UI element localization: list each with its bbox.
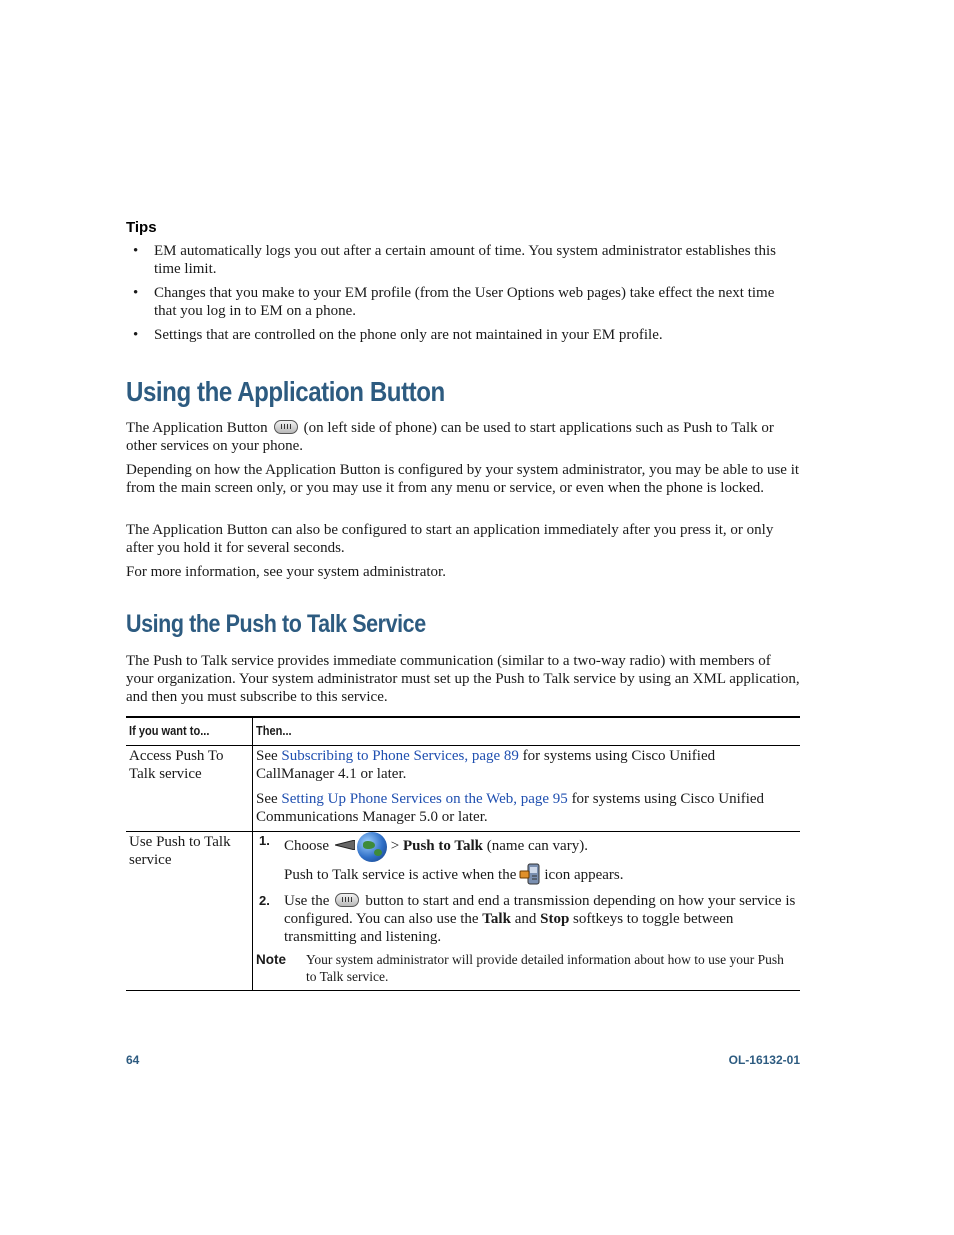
tips-heading: Tips bbox=[126, 219, 157, 236]
ptt-table bbox=[126, 716, 800, 991]
step-number: 2. bbox=[259, 893, 270, 908]
note bbox=[256, 951, 797, 985]
document-id: OL-16132-01 bbox=[728, 1053, 800, 1067]
push-to-talk-icon bbox=[518, 862, 542, 886]
step-2: 2. Use the button to start and end a transmission depending on how your service is configured. You can also use the Talk and Stop softkeys to toggle between transmitting and listening. bbox=[259, 893, 796, 945]
note-text: Your system administrator will provide detailed information about how to use your Push to Talk service. bbox=[306, 952, 784, 984]
app-paragraph-2: Depending on how the Application Button is configured by your system administrator, you may be able to use it from the main screen only, or you may use it from any menu or service, or even when the phone is locked. bbox=[126, 462, 800, 496]
app-paragraph-4: For more information, see your system administrator. bbox=[126, 564, 446, 580]
note-label: Note bbox=[256, 952, 286, 967]
app-paragraph-3: The Application Button can also be configured to start an application immediately after you press it, or only after you hold it for several seconds. bbox=[126, 522, 774, 556]
list-item: • Settings that are controlled on the phone only are not maintained in your EM profile. bbox=[133, 327, 663, 343]
tip-text: Changes that you make to your EM profile (from the User Options web pages) take effect the next time that you log in to EM on a phone. bbox=[154, 285, 775, 319]
column-header-then: Then... bbox=[253, 717, 801, 746]
tips-list bbox=[126, 242, 800, 350]
then-cell bbox=[253, 832, 801, 991]
table-row bbox=[126, 832, 800, 991]
step-number: 1. bbox=[259, 833, 270, 848]
want-cell: Use Push to Talk service bbox=[126, 832, 253, 991]
section-title-application-button: Using the Application Button bbox=[126, 376, 445, 407]
column-header-want: If you want to... bbox=[126, 717, 253, 746]
app-p1-before: The Application Button bbox=[126, 420, 268, 436]
page-number: 64 bbox=[126, 1053, 140, 1067]
tip-text: Settings that are controlled on the phone only are not maintained in your EM profile. bbox=[154, 327, 663, 343]
application-button-icon bbox=[274, 420, 298, 434]
then-paragraph-2: See Setting Up Phone Services on the Web, page 95 for systems using Cisco Unified Communications Manager 5.0 or later. bbox=[256, 791, 765, 825]
list-item: • EM automatically logs you out after a certain amount of time. You system administrator establishes this time limit. bbox=[133, 243, 776, 277]
link-subscribing-phone-services[interactable]: Subscribing to Phone Services, page 89 bbox=[281, 748, 519, 764]
want-cell: Access Push To Talk service bbox=[126, 746, 253, 832]
step-1: 1. Choose > Push to Talk (name can vary). bbox=[256, 832, 797, 862]
link-setting-up-phone-services[interactable]: Setting Up Phone Services on the Web, page 95 bbox=[281, 791, 568, 807]
step-1-detail: Push to Talk service is active when the icon appears. bbox=[256, 862, 797, 886]
then-cell bbox=[253, 746, 801, 832]
table-header-row bbox=[126, 717, 800, 746]
list-item: • Changes that you make to your EM profile (from the User Options web pages) take effect the next time that you log in to EM on a phone. bbox=[133, 285, 775, 319]
back-arrow-icon bbox=[335, 837, 355, 847]
globe-services-icon bbox=[357, 832, 387, 862]
app-p1-after: (on left side of phone) can be used to start applications such as Push to Talk or other services on your phone. bbox=[126, 420, 774, 454]
tip-text: EM automatically logs you out after a certain amount of time. You system administrator establishes this time limit. bbox=[154, 243, 776, 277]
table-row bbox=[126, 746, 800, 832]
section-title-push-to-talk: Using the Push to Talk Service bbox=[126, 610, 426, 638]
application-button-icon bbox=[335, 893, 359, 907]
app-paragraph-1 bbox=[126, 419, 800, 455]
ptt-intro: The Push to Talk service provides immediate communication (similar to a two-way radio) with members of your organization. Your system administrator must set up the Push to Talk service by using an XML application, and then you must subscribe to this service. bbox=[126, 653, 800, 705]
then-paragraph-1: See Subscribing to Phone Services, page 89 for systems using Cisco Unified CallManager 4.1 or later. bbox=[256, 748, 716, 782]
